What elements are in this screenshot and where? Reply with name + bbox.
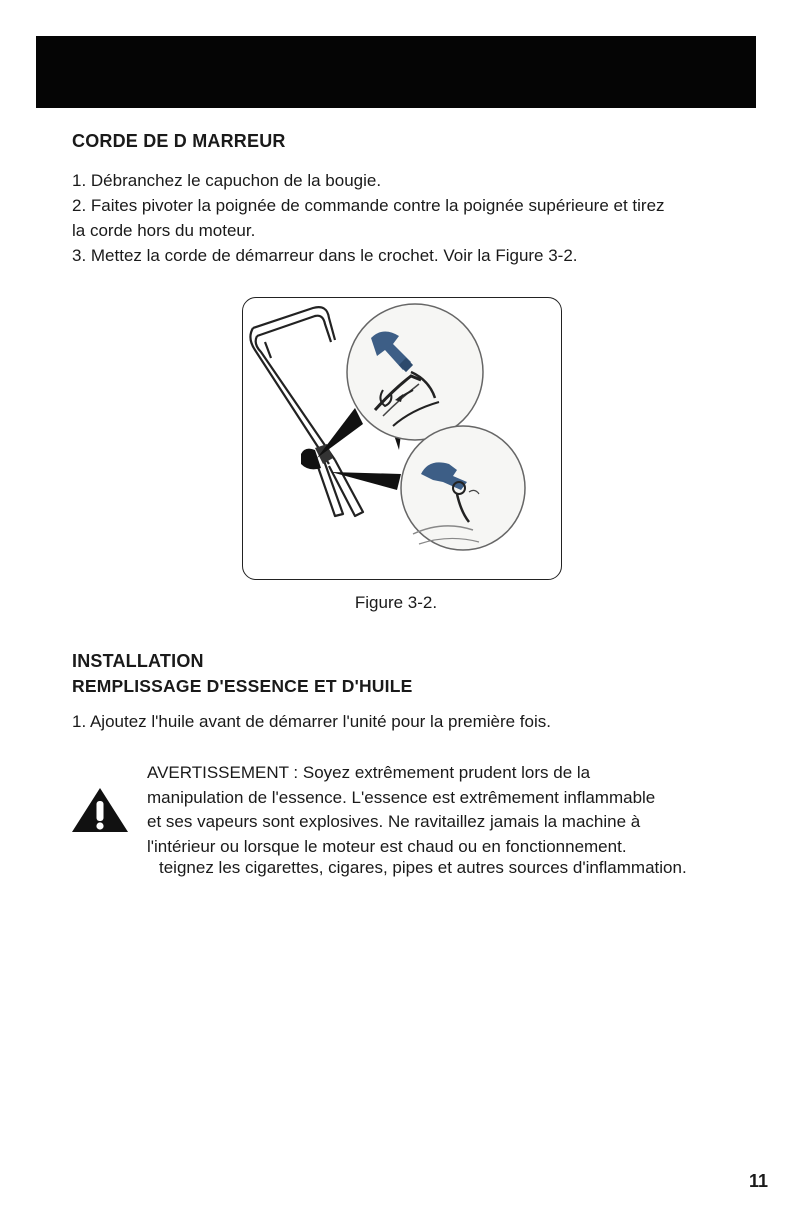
section-heading-installation: INSTALLATION [72,651,204,671]
step-3: 3. Mettez la corde de démarreur dans le crochet. Voir la Figure 3-2. [72,246,578,265]
zoom-circle-bottom [401,426,525,550]
section-subheading-fuel-oil: REMPLISSAGE D'ESSENCE ET D'HUILE [72,676,413,696]
step-1: 1. Débranchez le capuchon de la bougie. [72,171,382,190]
section-heading-starter-cord: CORDE DE D MARREUR [72,131,286,151]
header-bar [36,36,756,108]
figure-3-2-illustration [242,297,562,580]
page-number: 11 [748,1171,768,1191]
warning-last-line: teignez les cigarettes, cigares, pipes et autres sources d'inflammation. [159,858,687,877]
figure-caption: Figure 3-2. [354,593,438,612]
step-2-continued: la corde hors du moteur. [72,221,256,240]
warning-text [147,761,655,859]
warning-triangle-icon [70,786,130,834]
step-2: 2. Faites pivoter la poignée de commande contre la poignée supérieure et tirez [72,196,665,215]
warning-line: et ses vapeurs sont explosives. Ne ravitaillez jamais la machine à [147,812,641,831]
warning-line: manipulation de l'essence. L'essence est extrêmement inflammable [147,787,656,807]
warning-line: l'intérieur ou lorsque le moteur est chaud ou en fonctionnement. [147,836,627,856]
zoom-circle-top [347,304,483,440]
warning-line: AVERTISSEMENT : Soyez extrêmement prudent lors de la [147,763,591,782]
mower-handle-drawing [243,298,561,579]
installation-step-1: 1. Ajoutez l'huile avant de démarrer l'unité pour la première fois. [72,712,551,731]
